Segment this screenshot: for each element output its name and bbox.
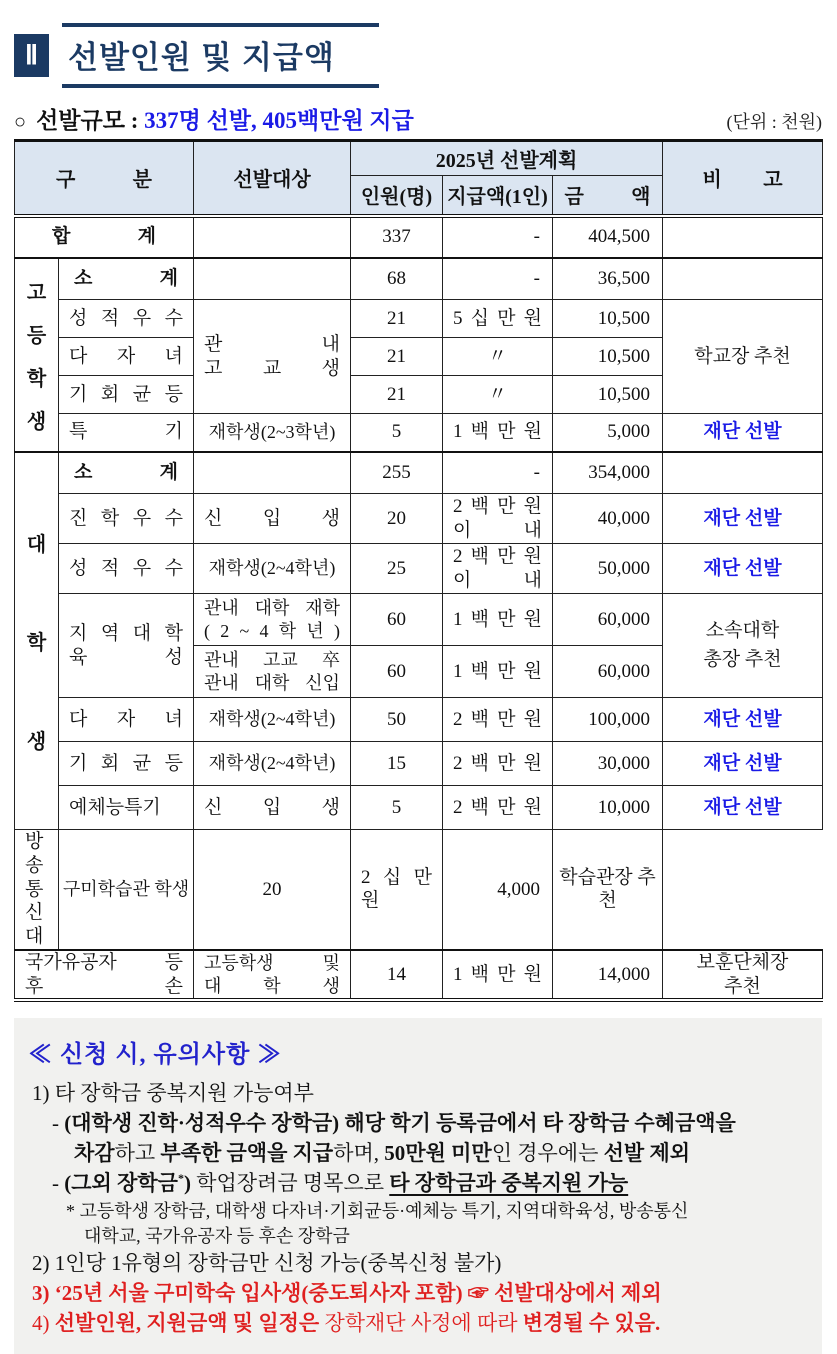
table-cell xyxy=(443,216,553,258)
vertical-group-label xyxy=(15,458,58,824)
cell-line: 50,000 xyxy=(597,557,651,579)
cell-line: 1 백 만 원 xyxy=(453,963,542,985)
table-cell xyxy=(351,742,443,786)
cell-line: 예체능특기 xyxy=(69,796,161,818)
table-cell xyxy=(194,452,351,494)
cell-line: 이 내 xyxy=(453,519,542,541)
note-segment: 해당 학기 등록금에서 타 장학금 수혜금액을 xyxy=(339,1111,736,1136)
cell-line: 다 자 녀 xyxy=(69,708,183,730)
group-label-char: 생 xyxy=(26,410,47,433)
cell-line: 재학생(2~4학년) xyxy=(208,753,336,774)
table-cell xyxy=(443,452,553,494)
unit-label: (단위 : 천원) xyxy=(726,112,822,132)
cell-line: 2 백 만 원 xyxy=(453,796,542,818)
table-cell xyxy=(443,376,553,414)
table-cell xyxy=(351,300,443,338)
cell-line: 5 xyxy=(391,421,402,443)
cell-line: 관내 대학 재학 xyxy=(204,598,340,618)
cell-line: 재단 선발 xyxy=(703,507,782,529)
table-cell xyxy=(443,544,553,594)
header-row-1 xyxy=(15,141,823,176)
table-cell xyxy=(553,830,663,950)
note-segment: 하며, xyxy=(333,1140,385,1165)
cell-line: 10,500 xyxy=(597,345,651,367)
table-cell xyxy=(553,786,663,830)
cell-line: 354,000 xyxy=(588,461,651,483)
cell-line: 2 백 만 원 xyxy=(453,708,542,730)
cell-line: 후 손 xyxy=(25,975,183,997)
table-row xyxy=(15,452,823,494)
cell-line: 36,500 xyxy=(597,267,651,289)
cell-line: 재단 선발 xyxy=(703,708,782,730)
notes-box xyxy=(14,1018,822,1354)
page-title: 선발인원 및 지급액 xyxy=(68,39,335,75)
table-cell xyxy=(59,830,194,950)
selection-scale xyxy=(14,102,414,135)
note-segment: 선발 제외 xyxy=(603,1140,691,1165)
table-cell xyxy=(351,338,443,376)
table-cell xyxy=(663,494,823,544)
note-segment: 1) 타 장학금 중복지원 가능여부 xyxy=(32,1081,314,1106)
note-line xyxy=(26,1279,804,1309)
group-label-char: 학 xyxy=(26,367,47,390)
table-cell xyxy=(194,216,351,258)
cell-line: 특 기 xyxy=(69,421,183,443)
note-segment: - xyxy=(52,1111,65,1136)
cell-line: 5 십 만 원 xyxy=(453,307,542,329)
table-cell xyxy=(15,950,194,1001)
cell-line: 관내 고교 卒 xyxy=(204,650,340,670)
cell-line: 소 계 xyxy=(74,267,178,289)
cell-line: 신 입 생 xyxy=(204,507,340,529)
table-cell xyxy=(553,544,663,594)
cell-line: 50 xyxy=(387,708,406,730)
note-line xyxy=(26,1139,804,1169)
table-cell xyxy=(194,494,351,544)
table-cell xyxy=(663,300,823,414)
cell-line: 고등학생 및 xyxy=(204,953,340,973)
cell-line: 14 xyxy=(387,963,406,985)
table-cell xyxy=(443,786,553,830)
table-cell xyxy=(443,698,553,742)
note-segment: * 고등학생 장학금, 대학생 다자녀·기회균등·예체능 특기, 지역대학육성, 방송통신 xyxy=(66,1200,689,1221)
cell-line: 2 백 만 원 xyxy=(453,545,542,567)
table-body xyxy=(15,216,823,1001)
scale-label: 선발규모 : xyxy=(36,108,145,133)
cell-line: 학습관장 추천 xyxy=(559,866,656,912)
note-segment: ☞ xyxy=(467,1280,489,1305)
cell-line: 1 백 만 원 xyxy=(453,608,542,630)
cell-line: 재단 선발 xyxy=(703,557,782,579)
table-cell xyxy=(351,594,443,646)
note-line xyxy=(26,1249,804,1279)
table-cell xyxy=(194,786,351,830)
note-segment: 3) ‘25년 서울 구미학숙 입사생(중도퇴사자 포함) xyxy=(32,1280,468,1305)
table-row xyxy=(15,414,823,452)
table-cell xyxy=(663,258,823,300)
table-cell xyxy=(553,494,663,544)
cell-line: 성 적 우 수 xyxy=(69,307,183,329)
header-amount: 금 액 xyxy=(553,176,663,216)
table-cell xyxy=(443,646,553,698)
table-cell xyxy=(663,544,823,594)
cell-line: 진 학 우 수 xyxy=(69,507,183,529)
table-cell xyxy=(351,258,443,300)
cell-line: 100,000 xyxy=(588,708,651,730)
table-cell xyxy=(553,594,663,646)
note-line xyxy=(26,1169,804,1199)
group-label-char: 학 xyxy=(26,632,47,655)
table-cell xyxy=(553,950,663,1001)
table-cell xyxy=(553,646,663,698)
cell-line: 2 백 만 원 xyxy=(453,495,542,517)
table-cell xyxy=(15,830,59,950)
table-cell xyxy=(553,452,663,494)
cell-line: 신 입 생 xyxy=(204,796,340,818)
summary-row xyxy=(14,102,822,135)
note-segment: 50만원 미만 xyxy=(384,1140,492,1165)
note-segment: 차감 xyxy=(74,1140,115,1165)
table-cell xyxy=(443,594,553,646)
table-cell xyxy=(443,414,553,452)
table-row xyxy=(15,216,823,258)
cell-line: 1 백 만 원 xyxy=(453,660,542,682)
table-cell xyxy=(351,544,443,594)
cell-line: - xyxy=(533,461,540,483)
table-cell xyxy=(351,376,443,414)
cell-line: 기 회 균 등 xyxy=(69,752,183,774)
cell-line: ( 2 ~ 4 학 년 ) xyxy=(204,620,340,641)
note-segment: 선발대상에서 제외 xyxy=(488,1280,662,1305)
cell-line: 60 xyxy=(387,660,406,682)
note-segment: 타 장학금과 중복지원 가능 xyxy=(389,1170,629,1195)
cell-line: 기 회 균 등 xyxy=(69,383,183,405)
cell-line: 지 역 대 학 xyxy=(69,622,183,644)
table-cell xyxy=(351,414,443,452)
table-cell xyxy=(443,742,553,786)
header-gubun: 구 분 xyxy=(15,141,194,216)
table-cell xyxy=(553,300,663,338)
header-per-person: 지급액(1인) xyxy=(443,176,553,216)
cell-line: 10,000 xyxy=(597,796,651,818)
table-cell xyxy=(194,300,351,414)
note-segment: 부족한 금액을 지급 xyxy=(160,1140,334,1165)
note-segment: 변경될 수 있음. xyxy=(522,1310,661,1335)
cell-line: 이 내 xyxy=(453,569,542,591)
cell-line: 14,000 xyxy=(597,963,651,985)
table-header xyxy=(15,141,823,216)
table-cell xyxy=(194,594,351,646)
table-cell xyxy=(59,786,194,830)
table-row xyxy=(15,698,823,742)
table-cell xyxy=(351,786,443,830)
cell-line: 21 xyxy=(387,307,406,329)
table-cell xyxy=(59,494,194,544)
note-segment: 인 경우에는 xyxy=(491,1140,604,1165)
circle-bullet-icon: ○ xyxy=(14,111,27,133)
table-cell xyxy=(553,742,663,786)
cell-line: 5 xyxy=(391,796,402,818)
table-cell xyxy=(443,258,553,300)
table-row xyxy=(15,258,823,300)
table-cell xyxy=(194,950,351,1001)
cell-line: 5,000 xyxy=(607,421,651,443)
table-cell xyxy=(351,494,443,544)
cell-line: 대 학 생 xyxy=(204,975,340,996)
table-cell xyxy=(351,452,443,494)
table-cell xyxy=(194,258,351,300)
table-cell xyxy=(663,698,823,742)
note-segment: 학업장려금 명목으로 xyxy=(196,1170,390,1195)
note-segment: - xyxy=(52,1170,65,1195)
cell-line: 구미학습관 학생 xyxy=(62,879,190,900)
cell-line: 337 xyxy=(382,226,411,248)
cell-line: 〃 xyxy=(487,383,507,405)
table-row xyxy=(15,786,823,830)
cell-line: 합 계 xyxy=(52,226,156,248)
section-numeral: Ⅱ xyxy=(24,39,39,70)
cell-line: 육 성 xyxy=(69,646,183,668)
table-cell xyxy=(351,216,443,258)
cell-line: 고 교 생 xyxy=(204,357,340,379)
cell-line: 재단 선발 xyxy=(703,796,782,818)
cell-line: 1 백 만 원 xyxy=(453,421,542,443)
table-cell xyxy=(15,216,194,258)
table-row xyxy=(15,950,823,1001)
cell-line: 추천 xyxy=(724,975,761,997)
table-cell xyxy=(443,338,553,376)
notes-title: ≪ 신청 시, 유의사항 ≫ xyxy=(28,1042,283,1069)
note-line xyxy=(26,1309,804,1339)
group-label-char: 대 xyxy=(26,533,47,556)
table-cell xyxy=(351,950,443,1001)
table-row xyxy=(15,544,823,594)
table-cell xyxy=(443,300,553,338)
table-cell xyxy=(194,830,351,950)
note-line xyxy=(26,1079,804,1109)
cell-line: 재단 선발 xyxy=(703,752,782,774)
table-cell xyxy=(443,494,553,544)
table-cell xyxy=(663,742,823,786)
table-cell xyxy=(59,338,194,376)
cell-line: 20 xyxy=(262,878,282,900)
table-cell xyxy=(663,414,823,452)
cell-line: - xyxy=(533,226,540,248)
cell-line: 25 xyxy=(387,557,406,579)
header-note: 비 고 xyxy=(663,141,823,216)
cell-line: 2 십 만 원 xyxy=(361,866,432,912)
table-cell xyxy=(663,594,823,698)
note-segment: 선발인원, 지원금액 및 일정은 xyxy=(54,1310,320,1335)
selection-plan-table xyxy=(14,139,823,1002)
note-line xyxy=(26,1109,804,1139)
cell-line: 재학생(2~4학년) xyxy=(208,558,336,579)
table-cell xyxy=(59,544,194,594)
header-count: 인원(명) xyxy=(351,176,443,216)
cell-line: 관 내 xyxy=(204,333,340,355)
table-cell xyxy=(663,786,823,830)
section-numeral-box xyxy=(14,34,49,77)
section-title-bar xyxy=(14,26,822,84)
table-cell xyxy=(59,414,194,452)
note-segment: 하고 xyxy=(114,1140,161,1165)
cell-line: 재학생(2~4학년) xyxy=(208,709,336,730)
cell-line: 총장 추천 xyxy=(703,649,782,670)
table-cell xyxy=(194,544,351,594)
vertical-group-label xyxy=(15,262,58,448)
note-segment: (대학생 진학·성적우수 장학금) xyxy=(64,1111,340,1136)
cell-line: 국가유공자 등 xyxy=(25,951,183,973)
cell-line: 404,500 xyxy=(588,226,651,248)
cell-line: 10,500 xyxy=(597,307,651,329)
cell-line: 60,000 xyxy=(597,608,651,630)
cell-line: 방송통신대 xyxy=(25,831,44,947)
note-segment: 장학재단 사정에 따라 xyxy=(319,1310,523,1335)
table-cell xyxy=(553,698,663,742)
note-segment: 2) 1인당 1유형의 장학금만 신청 가능(중복신청 불가) xyxy=(32,1250,502,1275)
table-cell xyxy=(194,646,351,698)
note-segment: ) xyxy=(183,1170,197,1195)
table-cell xyxy=(59,258,194,300)
cell-line: 4,000 xyxy=(497,878,540,900)
table-cell xyxy=(194,414,351,452)
table-cell xyxy=(553,216,663,258)
cell-line: 학교장 추천 xyxy=(694,345,791,367)
table-cell xyxy=(663,950,823,1001)
table-row xyxy=(15,594,823,646)
table-cell xyxy=(553,414,663,452)
cell-line: 21 xyxy=(387,383,406,405)
cell-line: 40,000 xyxy=(597,507,651,529)
cell-line: 다 자 녀 xyxy=(69,345,183,367)
table-cell xyxy=(351,698,443,742)
title-rule-box xyxy=(62,23,379,88)
group-label-char: 생 xyxy=(26,731,47,753)
cell-line: 2 백 만 원 xyxy=(453,752,542,774)
scale-highlight: 337명 선발, 405백만원 지급 xyxy=(144,108,414,133)
note-line xyxy=(26,1224,804,1249)
note-line xyxy=(26,1199,804,1224)
group-label-highschool xyxy=(15,258,59,452)
cell-line: - xyxy=(533,267,540,289)
note-segment: 4) xyxy=(32,1310,55,1335)
note-segment: * xyxy=(177,1170,184,1185)
cell-line: 관내 대학 신입 xyxy=(204,672,340,693)
table-cell xyxy=(59,376,194,414)
table-row xyxy=(15,742,823,786)
table-row xyxy=(15,830,823,950)
table-cell xyxy=(553,338,663,376)
cell-line: 60 xyxy=(387,608,406,630)
table-cell xyxy=(59,698,194,742)
group-label-char: 고 xyxy=(26,281,47,304)
table-cell xyxy=(663,452,823,494)
cell-line: 보훈단체장 xyxy=(696,951,789,973)
cell-line: 재학생(2~3학년) xyxy=(208,422,336,442)
table-row xyxy=(15,300,823,338)
cell-line: 성 적 우 수 xyxy=(69,557,183,579)
cell-line: 68 xyxy=(387,267,406,289)
cell-line: 소속대학 xyxy=(705,620,780,642)
cell-line: 21 xyxy=(387,345,406,367)
cell-line: 60,000 xyxy=(597,660,651,682)
cell-line: 소 계 xyxy=(74,461,178,483)
table-cell xyxy=(59,742,194,786)
table-cell xyxy=(351,646,443,698)
cell-line: 재단 선발 xyxy=(703,421,782,443)
notes-lines xyxy=(26,1079,804,1338)
table-cell xyxy=(194,698,351,742)
table-cell xyxy=(59,300,194,338)
cell-line: 20 xyxy=(387,507,406,529)
table-cell xyxy=(59,452,194,494)
cell-line: 30,000 xyxy=(597,752,651,774)
table-cell xyxy=(194,742,351,786)
table-cell xyxy=(553,376,663,414)
cell-line: 255 xyxy=(382,461,411,483)
note-segment: (그외 장학금 xyxy=(64,1170,178,1195)
table-cell xyxy=(59,594,194,698)
table-cell xyxy=(351,830,443,950)
table-cell xyxy=(443,830,553,950)
cell-line: 10,500 xyxy=(597,383,651,405)
cell-line: 15 xyxy=(387,752,406,774)
group-label-char: 등 xyxy=(26,324,47,347)
group-label-university xyxy=(15,452,59,830)
cell-line: 〃 xyxy=(487,345,507,367)
note-segment: 대학교, 국가유공자 등 후손 장학금 xyxy=(84,1225,350,1246)
header-target: 선발대상 xyxy=(194,141,351,216)
table-row xyxy=(15,494,823,544)
header-plan-2025: 2025년 선발계획 xyxy=(351,141,663,176)
table-cell xyxy=(553,258,663,300)
table-cell xyxy=(663,216,823,258)
table-cell xyxy=(443,950,553,1001)
